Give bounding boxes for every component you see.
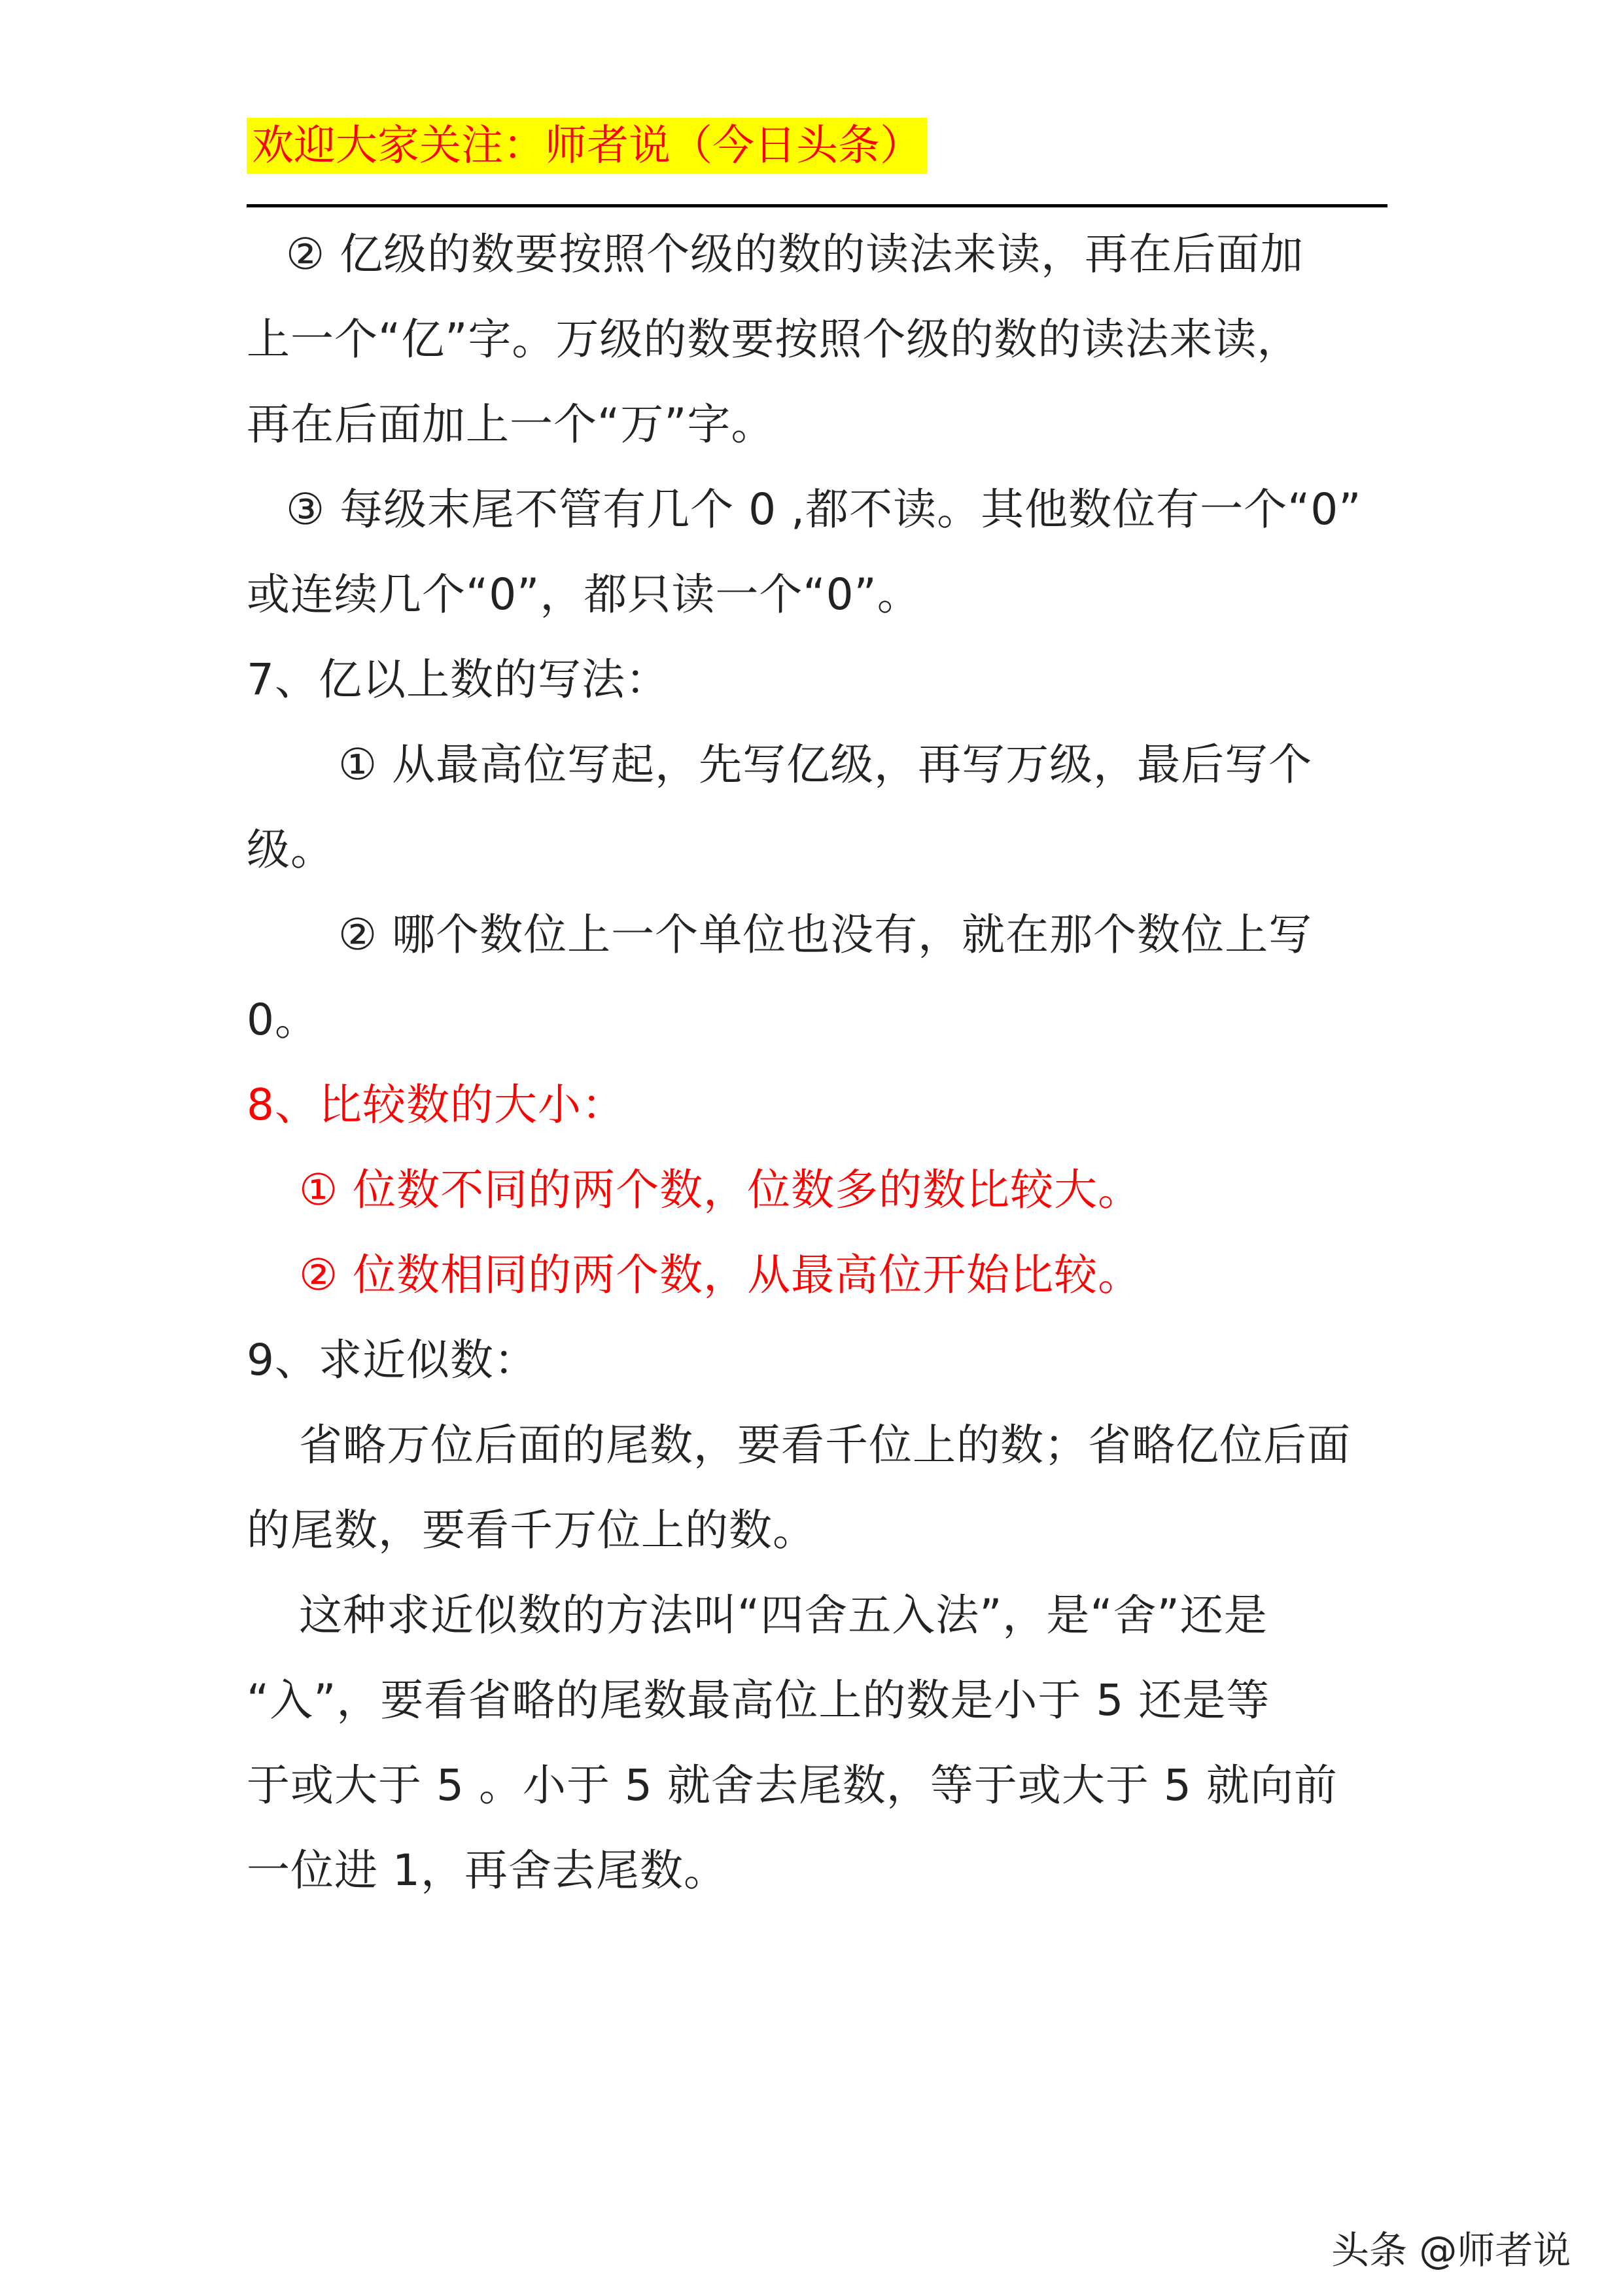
text-line: 于或大于 5 。小于 5 就舍去尾数，等于或大于 5 就向前 <box>247 1760 1338 1810</box>
highlighted-text-line: ② 位数相同的两个数，从最高位开始比较。 <box>299 1250 1142 1300</box>
text-line: 9、求近似数： <box>247 1335 538 1385</box>
text-line: ① 从最高位写起，先写亿级，再写万级，最后写个 <box>338 739 1313 790</box>
watermark: 头条 @师者说 <box>1331 2228 1571 2272</box>
text-line: ③ 每级末尾不管有几个 0 ,都不读。其他数位有一个“0” <box>286 484 1362 535</box>
text-line: 或连续几个“0”，都只读一个“0”。 <box>247 569 921 620</box>
text-line: 7、亿以上数的写法： <box>247 654 669 705</box>
text-line: 这种求近似数的方法叫“四舍五入法”，是“舍”还是 <box>299 1590 1268 1640</box>
text-line: ② 亿级的数要按照个级的数的读法来读，再在后面加 <box>286 229 1304 279</box>
highlighted-text-line: 8、比较数的大小： <box>247 1080 625 1130</box>
text-line: 省略万位后面的尾数，要看千位上的数；省略亿位后面 <box>299 1420 1351 1470</box>
highlighted-text-line: ① 位数不同的两个数，位数多的数比较大。 <box>299 1165 1142 1215</box>
text-line: 一位进 1，再舍去尾数。 <box>247 1845 727 1896</box>
text-line: 的尾数，要看千万位上的数。 <box>247 1505 816 1555</box>
text-line: 级。 <box>247 824 334 875</box>
header-divider <box>247 204 1387 207</box>
text-line: ② 哪个数位上一个单位也没有，就在那个数位上写 <box>338 910 1313 960</box>
follow-banner: 欢迎大家关注：师者说（今日头条） <box>247 118 927 174</box>
text-line: 再在后面加上一个“万”字。 <box>247 399 775 450</box>
text-line: 上一个“亿”字。万级的数要按照个级的数的读法来读， <box>247 314 1301 364</box>
text-line: “入”，要看省略的尾数最高位上的数是小于 5 还是等 <box>247 1675 1270 1725</box>
text-line: 0。 <box>247 995 319 1045</box>
